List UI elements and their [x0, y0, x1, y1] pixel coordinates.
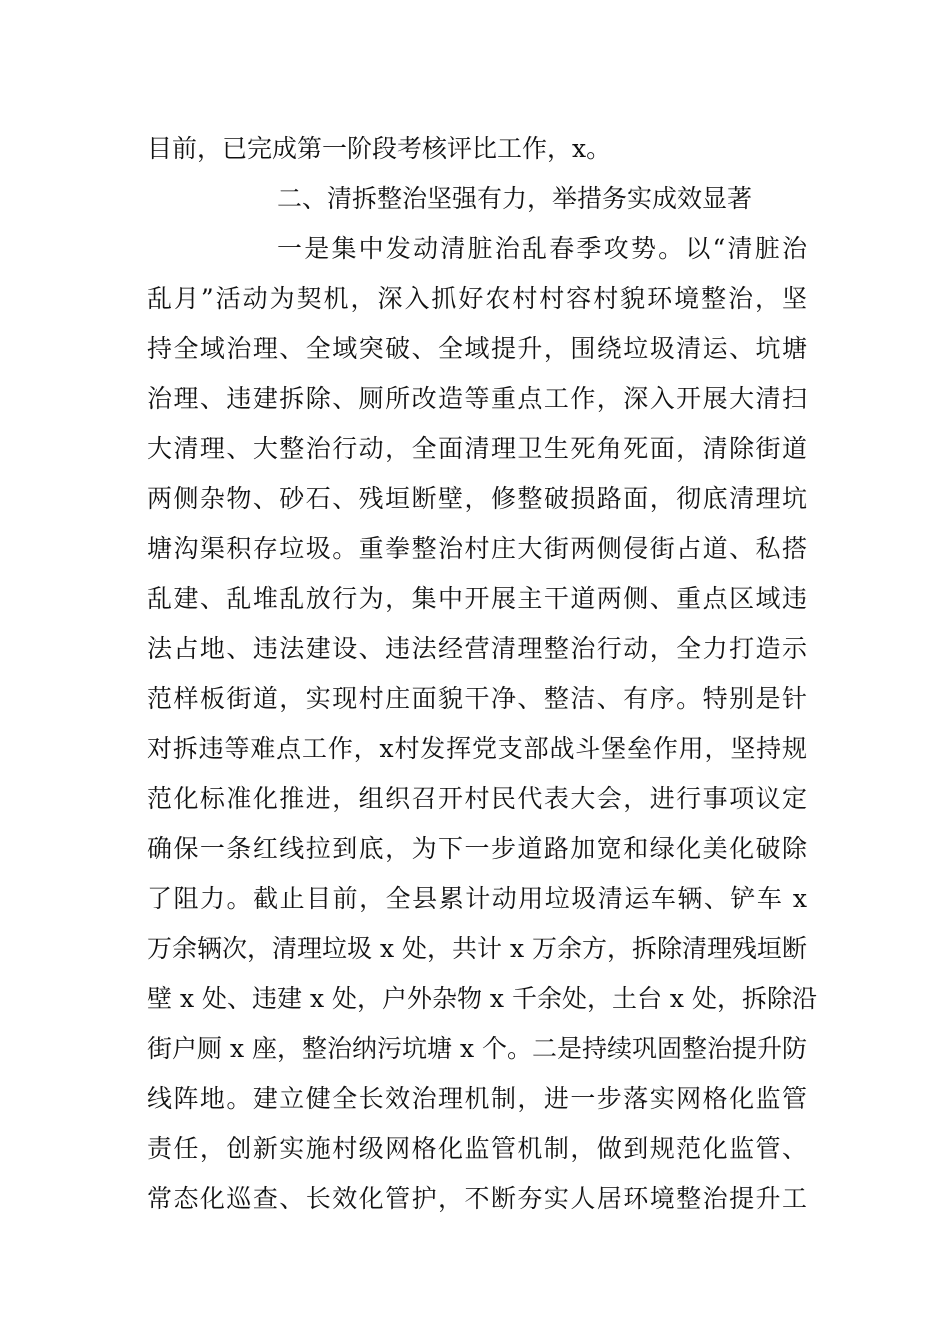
text-line-20: 线阵地。建立健全长效治理机制，进一步落实网格化监管	[147, 1084, 807, 1113]
text-line-6: 治理、违建拆除、厕所改造等重点工作，深入开展大清扫	[147, 384, 807, 413]
text-line-19: 街户厕 x 座，整治纳污坑塘 x 个。二是持续巩固整治提升防	[147, 1034, 807, 1063]
text-line-15: 确保一条红线拉到底，为下一步道路加宽和绿化美化破除	[147, 834, 807, 863]
text-line-14: 范化标准化推进，组织召开村民代表大会，进行事项议定	[147, 784, 807, 813]
text-line-12: 范样板街道，实现村庄面貌干净、整洁、有序。特别是针	[147, 684, 807, 713]
text-line-22: 常态化巡查、长效化管护，不断夯实人居环境整治提升工	[147, 1184, 807, 1213]
text-line-4: 乱月”活动为契机，深入抓好农村村容村貌环境整治，坚	[147, 284, 807, 313]
text-line-5: 持全域治理、全域突破、全域提升，围绕垃圾清运、坑塘	[147, 334, 807, 363]
section-heading: 二、清拆整治坚强有力，举措务实成效显著	[277, 184, 753, 213]
text-line-1: 目前，已完成第一阶段考核评比工作，x。	[147, 134, 612, 163]
text-line-17: 万余辆次，清理垃圾 x 处，共计 x 万余方，拆除清理残垣断	[147, 934, 807, 963]
text-line-7: 大清理、大整治行动，全面清理卫生死角死面，清除街道	[147, 434, 807, 463]
text-line-21: 责任，创新实施村级网格化监管机制，做到规范化监管、	[147, 1134, 807, 1163]
text-line-13: 对拆违等难点工作，x村发挥党支部战斗堡垒作用，坚持规	[147, 734, 807, 763]
text-line-18: 壁 x 处、违建 x 处，户外杂物 x 千余处，土台 x 处，拆除沿	[147, 984, 817, 1013]
text-line-11: 法占地、违法建设、违法经营清理整治行动，全力打造示	[147, 634, 807, 663]
text-line-16: 了阻力。截止目前，全县累计动用垃圾清运车辆、铲车 x	[147, 884, 807, 913]
text-line-8: 两侧杂物、砂石、残垣断壁，修整破损路面，彻底清理坑	[147, 484, 807, 513]
text-line-10: 乱建、乱堆乱放行为，集中开展主干道两侧、重点区域违	[147, 584, 807, 613]
text-line-3: 一是集中发动清脏治乱春季攻势。以“清脏治	[277, 234, 807, 263]
text-line-9: 塘沟渠积存垃圾。重拳整治村庄大街两侧侵街占道、私搭	[147, 534, 807, 563]
